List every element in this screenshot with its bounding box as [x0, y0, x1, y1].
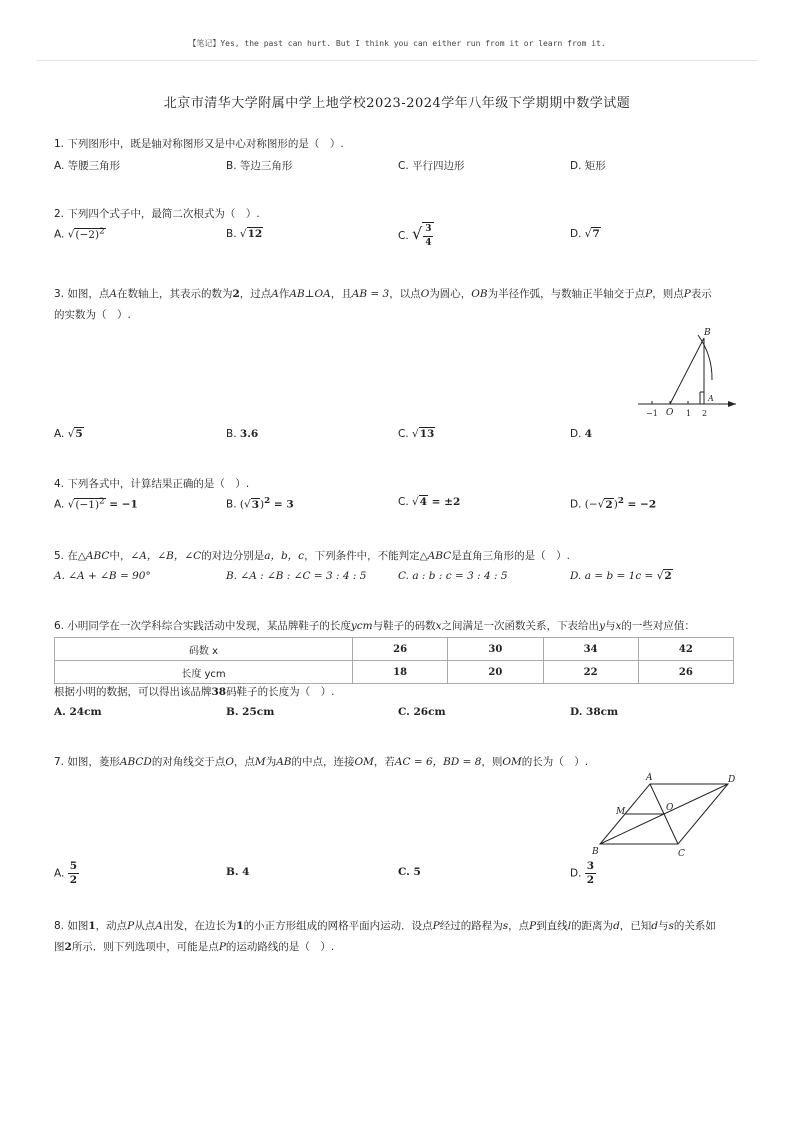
q4-option-b[interactable]: [226, 496, 294, 511]
q8-stem-math: d: [613, 920, 620, 932]
q4-option-c[interactable]: [398, 496, 460, 508]
arc: [698, 335, 712, 380]
q7-stem-math: AC = 6，BD = 8: [394, 756, 482, 768]
q8-stem-math: P: [218, 941, 226, 953]
table-cell: 26: [353, 638, 448, 661]
q8-stem-math: P: [529, 920, 537, 932]
q7-a-fraction: [68, 860, 79, 887]
q2-c-fraction: [422, 222, 434, 250]
q4-b-paren: (: [239, 498, 244, 511]
label-c: C: [678, 849, 685, 859]
q3-b-label: B.: [226, 428, 237, 440]
q2-b-radicand: 12: [247, 228, 263, 240]
q5-stem-math: ∠A，∠B，∠C: [130, 550, 202, 562]
q3-stem-math: A: [271, 288, 279, 300]
label-a: A: [708, 394, 714, 403]
q8-stem-math: 1: [236, 920, 244, 932]
q7-a-den: 2: [69, 874, 77, 886]
q8-stem-text: 与: [658, 920, 669, 932]
q7-stem-math: AB: [276, 756, 292, 768]
q6-data-table: [54, 637, 734, 684]
q6-stem-text: 与鞋子的码数: [372, 620, 436, 632]
q2-option-a[interactable]: [54, 226, 106, 241]
q3-stem-text: 在数轴上，其表示的数为: [116, 288, 233, 300]
q6-stem-text: 的一些对应值：: [621, 620, 695, 632]
q3-c-label: C.: [398, 428, 409, 440]
page-title: 北京市清华大学附属中学上地学校2023-2024学年八年级下学期期中数学试题: [163, 96, 631, 111]
q5-stem-math: △ABC: [419, 550, 452, 562]
q7-d-label: D.: [570, 867, 582, 880]
q3-stem-math: A: [109, 288, 117, 300]
q3-stem-text: 作: [278, 288, 290, 300]
q3-c-radicand: 13: [419, 428, 435, 440]
q3-stem-text: 的实数为（ ）.: [54, 309, 131, 321]
label-d: D: [728, 775, 736, 785]
q1-option-b[interactable]: B. 等边三角形: [226, 160, 293, 172]
q4-a-rhs: = −1: [105, 498, 138, 511]
q7-stem-math: OM: [502, 756, 522, 768]
table-header-cell: 码数 x: [55, 638, 353, 661]
sqrt-icon: √: [244, 498, 251, 511]
q1-option-c[interactable]: C. 平行四边形: [398, 160, 465, 172]
q8-stem-text: 的运动路线的是（ ）.: [225, 941, 335, 953]
q3-stem-math: P: [683, 288, 691, 300]
q3-option-a[interactable]: [54, 428, 84, 440]
q7-option-b[interactable]: B. 4: [226, 866, 250, 878]
header-divider: [36, 60, 758, 61]
q5-option-d[interactable]: [570, 570, 673, 582]
q7-stem-math: ABCD: [119, 756, 152, 768]
q4-b-radicand: 3: [251, 498, 260, 511]
q4-stem: 4. 下列各式中，计算结果正确的是（ ）.: [54, 478, 250, 490]
segment-ob: [670, 338, 704, 404]
q4-a-label: A.: [54, 498, 65, 511]
label-b: B: [704, 328, 711, 338]
q7-stem-text: ，点: [233, 756, 255, 768]
q6-stem: [54, 616, 744, 637]
table-row: [55, 661, 734, 684]
label-b: B: [592, 847, 599, 857]
q7-stem-math: O: [225, 756, 234, 768]
q8-stem-text: 8. 如图: [54, 920, 89, 932]
q6-followup-text: 码鞋子的长度为（ ）.: [226, 686, 335, 698]
q8-stem: [54, 916, 744, 958]
q2-option-c[interactable]: [398, 222, 434, 250]
sqrt-icon: √: [67, 228, 75, 241]
q4-b-paren: ): [260, 498, 265, 511]
q8-stem-text: 到直线: [536, 920, 568, 932]
q7-a-num: 5: [69, 860, 77, 872]
q6-option-b[interactable]: B. 25cm: [226, 706, 275, 718]
q6-stem-math: y: [599, 620, 605, 632]
q7-stem-text: 为: [265, 756, 277, 768]
q3-stem-math: AB⊥OA: [289, 288, 331, 300]
q3-d-label: D.: [570, 428, 582, 440]
q6-stem-text: 与: [605, 620, 616, 632]
table-cell: 30: [448, 638, 543, 661]
sqrt-icon: √: [584, 228, 592, 240]
label-a: A: [646, 773, 653, 783]
q2-d-radicand: 7: [592, 228, 600, 240]
q2-b-label: B.: [226, 228, 237, 240]
q7-stem-text: ，则: [481, 756, 503, 768]
q5-stem-text: 是直角三角形的是（ ）.: [451, 550, 571, 562]
q4-d-label: D.: [570, 498, 582, 511]
q7-option-c[interactable]: C. 5: [398, 866, 421, 878]
q3-stem-math: O: [420, 288, 430, 300]
label-m: M: [616, 807, 626, 817]
table-cell: 34: [543, 638, 638, 661]
q4-c-label: C.: [398, 496, 409, 508]
q3-a-label: A.: [54, 428, 65, 440]
q7-stem-text: 的长为（ ）.: [521, 756, 589, 768]
q8-stem-text: ，动点: [95, 920, 128, 932]
q3-stem-text: 为圆心，: [429, 288, 472, 300]
q1-option-a[interactable]: A. 等腰三角形: [54, 160, 121, 172]
q8-stem-math: P: [432, 920, 440, 932]
q8-stem-text: 图: [54, 941, 65, 953]
q3-b-value: 3.6: [239, 428, 259, 440]
q4-b-label: B.: [226, 498, 237, 511]
q6-stem-text: 之间满足一次函数关系，下表给出: [441, 620, 600, 632]
q6-stem-math: ycm: [350, 620, 373, 632]
q7-stem-text: 7. 如图，菱形: [54, 756, 120, 768]
q7-stem-math: OM: [354, 756, 374, 768]
table-cell: 42: [638, 638, 733, 661]
arrow-icon: [728, 401, 736, 407]
q7-d-fraction: [585, 860, 596, 887]
q7-a-label: A.: [54, 867, 65, 880]
q5-option-a[interactable]: A. ∠A + ∠B = 90°: [54, 570, 151, 582]
q2-d-label: D.: [570, 228, 582, 240]
q4-d-radicand: 2: [605, 498, 613, 511]
q5-stem-math: a，b，c: [264, 550, 305, 562]
q5-stem-math: △ABC: [77, 550, 110, 562]
q5-stem-text: 的对边分别是: [201, 550, 265, 562]
table-cell: 22: [543, 661, 638, 684]
q3-stem-text: 为半径作弧，与数轴正半轴交于点: [487, 288, 646, 300]
q7-d-den: 2: [586, 874, 595, 886]
q3-stem-math: AB = 3: [351, 288, 390, 300]
q6-followup-text: 根据小明的数据，可以得出该品牌: [54, 686, 212, 698]
label-o: O: [666, 408, 674, 418]
q5-option-b[interactable]: B. ∠A : ∠B : ∠C = 3 : 4 : 5: [226, 570, 367, 582]
q4-a-body: (−1): [75, 498, 100, 511]
q6-stem-math: x: [435, 620, 442, 632]
q2-a-body: (−2): [75, 228, 100, 241]
q8-stem-text: 所示．则下列选项中，可能是点: [71, 941, 219, 953]
q6-stem-text: 6. 小明同学在一次学科综合实践活动中发现，某品牌鞋子的长度: [54, 620, 351, 632]
q5-stem-text: ，下列条件中，不能判定: [304, 550, 420, 562]
tick-label: −1: [646, 409, 658, 418]
q4-d-paren: (−: [584, 498, 598, 511]
q1-option-d[interactable]: D. 矩形: [570, 160, 606, 172]
sqrt-icon: √: [412, 224, 423, 243]
q4-b-rhs: = 3: [270, 498, 294, 511]
q8-stem-text: 的关系如: [673, 920, 716, 932]
q8-stem-math: s: [668, 920, 674, 932]
q8-stem-text: 的小正方形组成的网格平面内运动．设点: [243, 920, 433, 932]
q6-option-c[interactable]: C. 26cm: [398, 706, 446, 718]
q8-stem-text: ，点: [508, 920, 530, 932]
sqrt-icon: √: [412, 428, 419, 440]
tick-label: 1: [686, 409, 692, 418]
q3-stem-text: ，以点: [389, 288, 421, 300]
q8-stem-text: ，已知: [619, 920, 652, 932]
q8-stem-math: 2: [64, 941, 72, 953]
sqrt-icon: √: [239, 228, 247, 240]
q8-stem-math: P: [127, 920, 135, 932]
table-cell: 18: [353, 661, 448, 684]
q7-option-d[interactable]: [570, 860, 596, 887]
q2-option-b[interactable]: [226, 228, 263, 240]
q3-option-c[interactable]: [398, 428, 435, 440]
q5-d-radicand: 2: [664, 570, 672, 582]
q8-stem-math: 1: [88, 920, 96, 932]
q7-figure: [586, 770, 746, 862]
q4-c-rhs: = ±2: [428, 496, 461, 508]
sqrt-icon: √: [412, 496, 419, 508]
q4-option-d[interactable]: [570, 496, 656, 511]
q8-stem-text: 出发，在边长为: [162, 920, 237, 932]
q4-a-exp: 2: [99, 496, 105, 506]
q2-c-num: 3: [423, 223, 433, 237]
q6-followup: [54, 682, 744, 703]
q8-stem-text: 经过的路程为: [439, 920, 503, 932]
tick-label: 2: [702, 409, 708, 418]
sqrt-icon: √: [656, 570, 664, 582]
q8-stem-math: l: [567, 920, 572, 932]
q6-stem-math: x: [615, 620, 622, 632]
q5-stem-text: 中，: [109, 550, 131, 562]
q4-d-exp: 2: [617, 496, 624, 506]
q2-a-radicand: [74, 228, 105, 241]
q8-stem-math: s: [502, 920, 509, 932]
q4-a-radicand: [74, 498, 105, 511]
q3-stem-text: ，则点: [652, 288, 684, 300]
q1-stem: 1. 下列图形中，既是轴对称图形又是中心对称图形的是（ ）.: [54, 138, 344, 150]
label-o: O: [666, 803, 674, 813]
q8-stem-text: 的距离为: [571, 920, 614, 932]
table-header-cell: 长度 ycm: [55, 661, 353, 684]
q2-stem: 2. 下列四个式子中，最简二次根式为（ ）.: [54, 208, 260, 220]
q3-stem-text: 3. 如图，点: [54, 288, 110, 300]
right-angle-mark: [700, 392, 704, 404]
q3-stem-math: P: [645, 288, 653, 300]
q5-stem-text: 5. 在: [54, 550, 78, 562]
q5-d-label: D. a = b = 1c =: [570, 570, 657, 582]
q4-c-radicand: 4: [419, 496, 428, 508]
q3-stem: [54, 284, 744, 326]
q3-option-d[interactable]: [570, 428, 592, 440]
q2-a-label: A.: [54, 228, 65, 241]
q3-stem-text: 表示: [690, 288, 712, 300]
q7-option-a[interactable]: [54, 860, 79, 887]
q6-option-a[interactable]: A. 24cm: [54, 706, 102, 718]
q8-stem-math: d: [651, 920, 659, 932]
q3-d-value: 4: [584, 428, 593, 440]
q4-d-paren: ): [613, 498, 618, 511]
q6-followup-math: 38: [211, 686, 227, 698]
q2-c-den: 4: [425, 238, 432, 248]
q5-stem: [54, 546, 744, 567]
sqrt-icon: √: [597, 498, 605, 511]
q7-stem-text: 的中点，连接: [291, 756, 355, 768]
q6-option-d[interactable]: D. 38cm: [570, 706, 619, 718]
q7-stem-text: ，若: [373, 756, 395, 768]
q2-c-label: C.: [398, 230, 409, 242]
q3-figure: [630, 322, 742, 422]
table-row: [55, 638, 734, 661]
q3-stem-text: ，过点: [239, 288, 272, 300]
q7-stem-math: M: [254, 756, 266, 768]
q3-stem-math: OB: [471, 288, 488, 300]
q8-stem-text: 从点: [134, 920, 156, 932]
q7-d-num: 3: [586, 860, 595, 872]
q3-stem-math: 2: [232, 288, 240, 300]
q4-b-exp: 2: [264, 496, 271, 506]
q2-a-exp: 2: [99, 226, 105, 236]
sqrt-icon: √: [67, 428, 75, 440]
page-header-note: 【笔记】Yes, the past can hurt. But I think you can either run from it or learn from it.: [188, 39, 606, 48]
q4-option-a[interactable]: [54, 496, 138, 511]
q7-stem-text: 的对角线交于点: [151, 756, 226, 768]
q3-a-radicand: 5: [75, 428, 83, 440]
q4-d-rhs: = −2: [623, 498, 657, 511]
table-cell: 20: [448, 661, 543, 684]
table-cell: 26: [638, 661, 733, 684]
q2-option-d[interactable]: [570, 228, 601, 240]
sqrt-icon: √: [67, 498, 75, 511]
q3-stem-text: ，且: [330, 288, 352, 300]
q3-option-b[interactable]: [226, 428, 258, 440]
q8-stem-math: A: [155, 920, 163, 932]
q5-option-c[interactable]: C. a : b : c = 3 : 4 : 5: [398, 570, 508, 582]
